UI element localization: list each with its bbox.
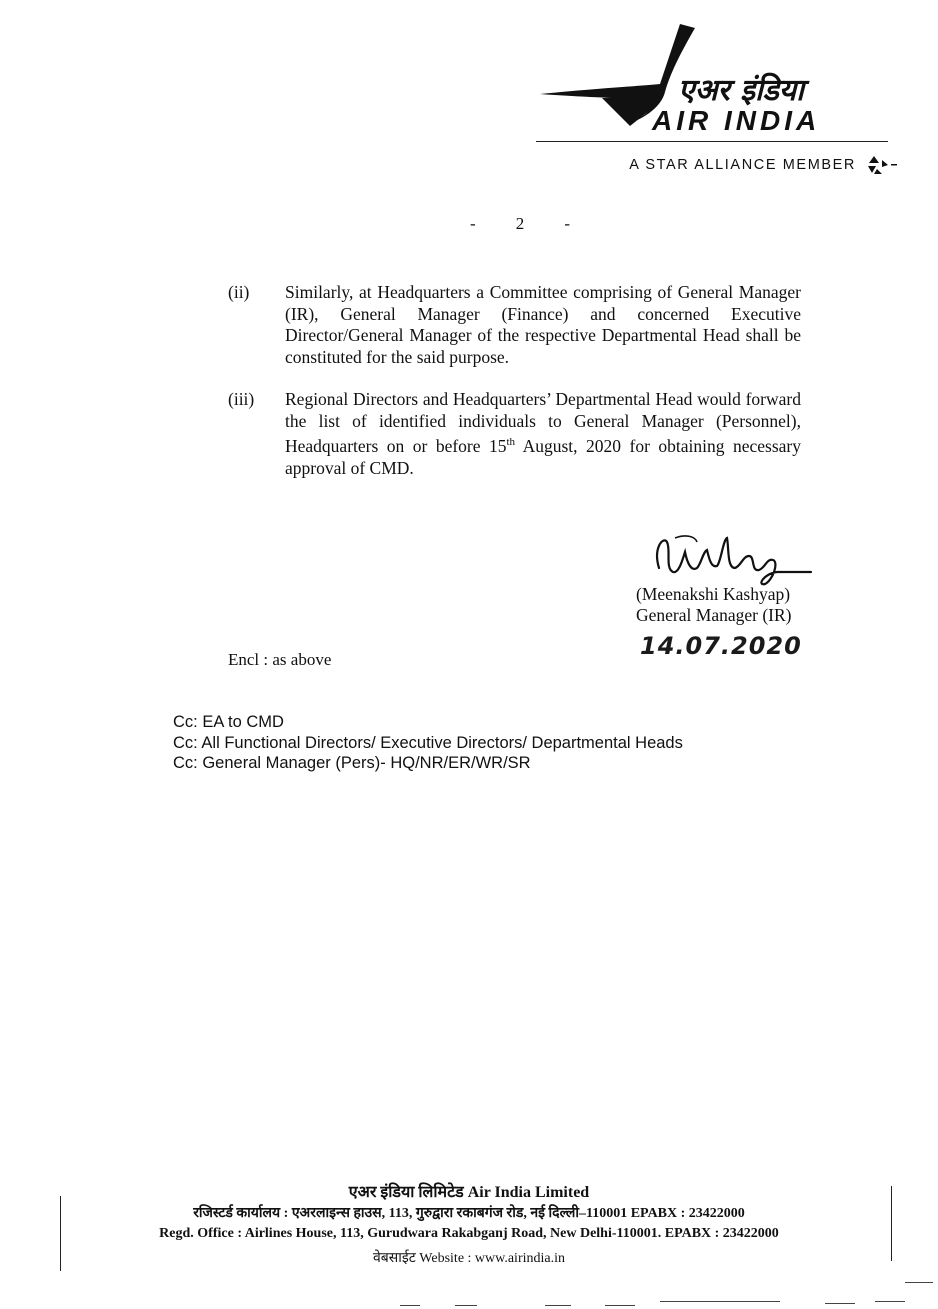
footer-website: वेबसाईट Website : www.airindia.in	[372, 1251, 565, 1266]
paragraph-marker: (ii)	[228, 282, 250, 302]
handwritten-signature	[645, 528, 815, 588]
air-india-logo	[530, 14, 890, 154]
logo-hindi-text: एअर इंडिया	[678, 73, 804, 108]
cc-line: Cc: All Functional Directors/ Executive Directors/ Departmental Heads	[173, 734, 683, 752]
page-number-value: 2	[515, 214, 525, 233]
footer-right-bar	[891, 1186, 892, 1261]
scan-mark	[545, 1305, 571, 1306]
scan-mark	[605, 1305, 635, 1306]
footer-address-english: Regd. Office : Airlines House, 113, Gurudwara Rakabganj Road, New Delhi-110001. EPABX : 23422000	[159, 1226, 779, 1241]
signer-name: (Meenakshi Kashyap)	[636, 584, 791, 604]
paragraph-text: Regional Directors and Headquarters’ Departmental Head would forward the list of identified individuals to General Manager (Personnel), Headquarters on or before 15th August, 2020 for obtaining necessary approval of CMD.	[285, 389, 801, 478]
scan-mark	[455, 1305, 477, 1306]
footer-left-bar	[60, 1196, 61, 1271]
enclosure-note: Encl : as above	[228, 650, 332, 669]
footer-address-hindi: रजिस्टर्ड कार्यालय : एअरलाइन्स हाउस, 113, गुरुद्वारा रकाबगंज रोड, नई दिल्ली–110001 EPABX : 23422000	[193, 1206, 745, 1221]
star-alliance-badge	[629, 154, 898, 176]
footer-company-name: एअर इंडिया लिमिटेड Air India Limited	[348, 1184, 590, 1201]
scan-mark	[875, 1301, 905, 1302]
signer-title: General Manager (IR)	[636, 605, 792, 625]
logo-english-text: AIR INDIA	[652, 105, 821, 136]
page-number: - 2 -	[470, 214, 570, 233]
handwritten-date: 14.07.2020	[640, 632, 802, 660]
header-rule	[536, 141, 888, 142]
cc-line: Cc: EA to CMD	[173, 713, 284, 731]
paragraph-text: Similarly, at Headquarters a Committee comprising of General Manager (IR), General Manager (Finance) and concerned Executive Director/General Manager of the respective Departmental Head shall be constituted for the said purpose.	[285, 282, 801, 368]
alliance-text: A STAR ALLIANCE MEMBER	[629, 157, 856, 173]
scan-mark	[400, 1305, 420, 1306]
scan-mark	[660, 1301, 780, 1302]
scan-mark	[825, 1303, 855, 1304]
cc-line: Cc: General Manager (Pers)- HQ/NR/ER/WR/SR	[173, 754, 531, 772]
scan-mark	[905, 1282, 933, 1283]
star-alliance-icon	[864, 154, 898, 176]
paragraph-marker: (iii)	[228, 389, 255, 409]
